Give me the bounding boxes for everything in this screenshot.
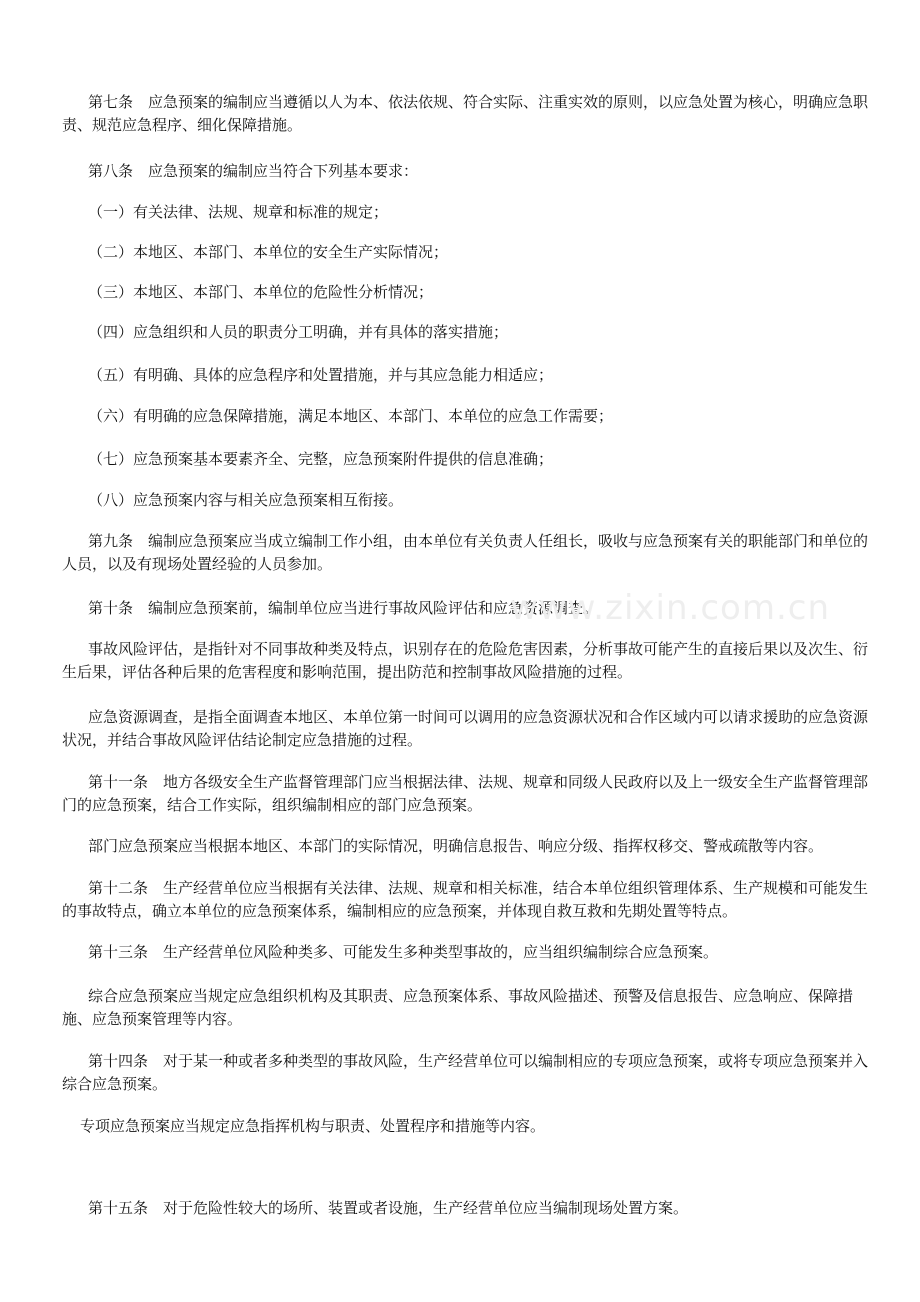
- requirement-item-1: （一）有关法律、法规、规章和标准的规定；: [88, 203, 389, 221]
- requirement-item-4: （四）应急组织和人员的职责分工明确，并有具体的落实措施；: [88, 323, 509, 341]
- article-10-paragraph: 第十条 编制应急预案前，编制单位应当进行事故风险评估和应急资源调查。: [88, 599, 599, 617]
- article-9-paragraph: 第九条 编制应急预案应当成立编制工作小组，由本单位有关负责人任组长，吸收与应急预案有关的职能部门和单位的人员，以及有现场处置经验的人员参加。: [62, 532, 869, 573]
- article-7-paragraph: 第七条 应急预案的编制应当遵循以人为本、依法依规、符合实际、注重实效的原则，以应急处置为核心，明确应急职责、规范应急程序、细化保障措施。: [62, 93, 869, 134]
- article-15-paragraph: 第十五条 对于危险性较大的场所、装置或者设施，生产经营单位应当编制现场处置方案。: [88, 1199, 689, 1217]
- requirement-item-7: （七）应急预案基本要素齐全、完整，应急预案附件提供的信息准确；: [88, 450, 554, 468]
- requirement-item-6: （六）有明确的应急保障措施，满足本地区、本部门、本单位的应急工作需要；: [88, 407, 614, 425]
- requirement-item-3: （三）本地区、本部门、本单位的危险性分析情况；: [88, 283, 434, 301]
- article-11-paragraph: 第十一条 地方各级安全生产监督管理部门应当根据法律、法规、规章和同级人民政府以及上一级安全生产监督管理部门的应急预案，结合工作实际，组织编制相应的部门应急预案。: [62, 773, 869, 814]
- article-13-paragraph: 第十三条 生产经营单位风险种类多、可能发生多种类型事故的，应当组织编制综合应急预案。: [88, 943, 719, 961]
- article-12-paragraph: 第十二条 生产经营单位应当根据有关法律、法规、规章和相关标准，结合本单位组织管理体系、生产规模和可能发生的事故特点，确立本单位的应急预案体系，编制相应的应急预案，并体现自救互救和先期处置等特点。: [62, 879, 869, 920]
- article-8-paragraph: 第八条 应急预案的编制应当符合下列基本要求：: [88, 162, 419, 180]
- comprehensive-plan-paragraph: 综合应急预案应当规定应急组织机构及其职责、应急预案体系、事故风险描述、预警及信息报告、应急响应、保障措施、应急预案管理等内容。: [62, 987, 854, 1028]
- requirement-item-2: （二）本地区、本部门、本单位的安全生产实际情况；: [88, 243, 449, 261]
- resource-survey-paragraph: 应急资源调查，是指全面调查本地区、本单位第一时间可以调用的应急资源状况和合作区域内可以请求援助的应急资源状况，并结合事故风险评估结论制定应急措施的过程。: [62, 708, 869, 749]
- requirement-item-8: （八）应急预案内容与相关应急预案相互衔接。: [88, 491, 404, 509]
- watermark-text: www.zixin.com.cn: [510, 588, 830, 628]
- requirement-item-5: （五）有明确、具体的应急程序和处置措施，并与其应急能力相适应；: [88, 366, 554, 384]
- article-14-paragraph: 第十四条 对于某一种或者多种类型的事故风险，生产经营单位可以编制相应的专项应急预案，或将专项应急预案并入综合应急预案。: [62, 1052, 869, 1093]
- department-plan-paragraph: 部门应急预案应当根据本地区、本部门的实际情况，明确信息报告、响应分级、指挥权移交、警戒疏散等内容。: [88, 837, 824, 855]
- risk-assessment-paragraph: 事故风险评估，是指针对不同事故种类及特点，识别存在的危险危害因素，分析事故可能产生的直接后果以及次生、衍生后果，评估各种后果的危害程度和影响范围，提出防范和控制事故风险措施的过程。: [62, 640, 869, 681]
- special-plan-paragraph: 专项应急预案应当规定应急指挥机构与职责、处置程序和措施等内容。: [80, 1117, 546, 1135]
